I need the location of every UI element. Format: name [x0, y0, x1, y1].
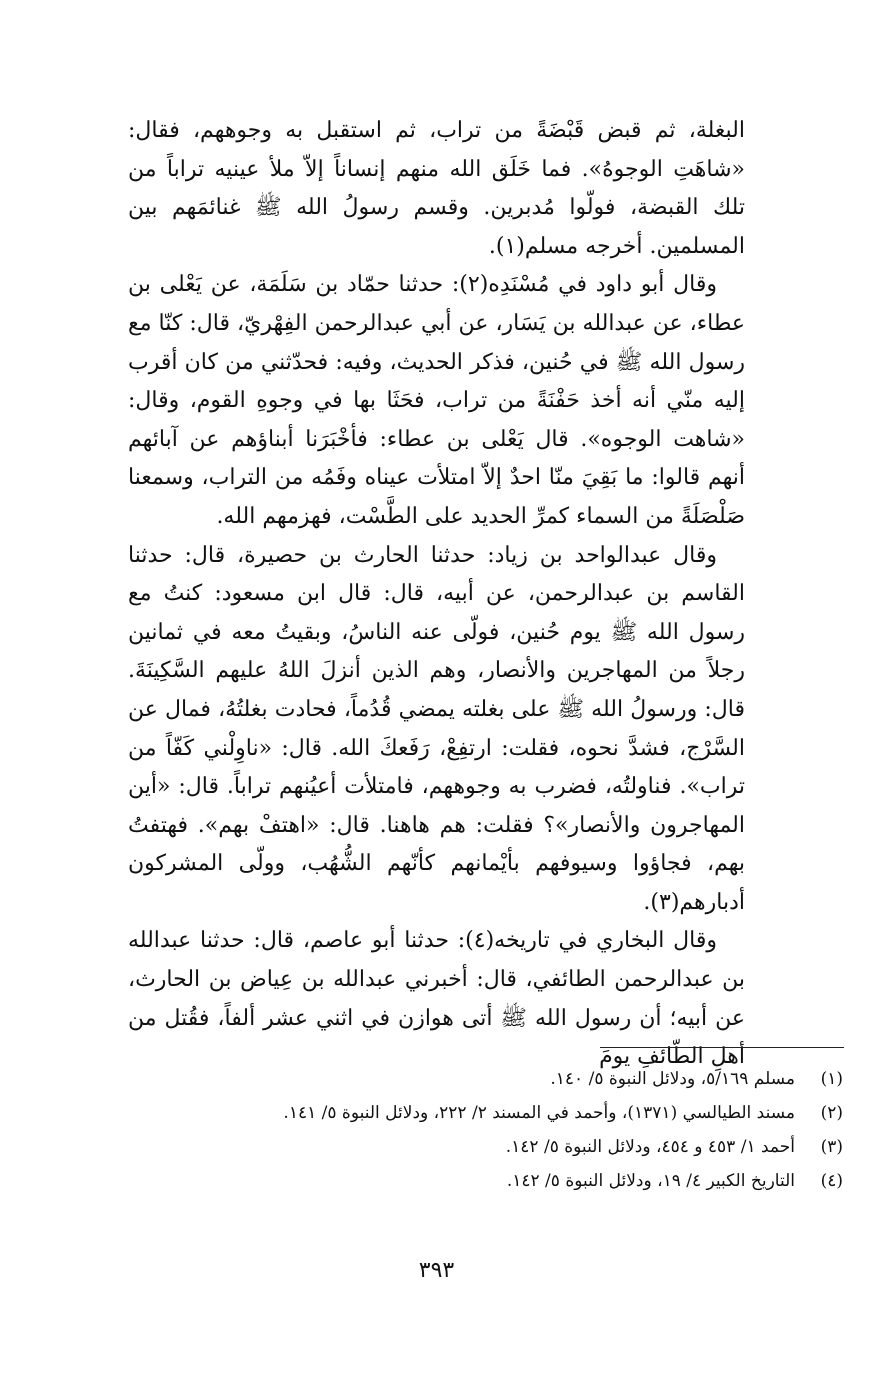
- footnote-text: مسلم ٥/١٦٩، ودلائل النبوة ٥/ ١٤٠.: [550, 1069, 795, 1089]
- footnote-text: أحمد ١/ ٤٥٣ و ٤٥٤، ودلائل النبوة ٥/ ١٤٢.: [505, 1137, 795, 1157]
- main-text: [128, 112, 745, 1077]
- footnote: [100, 1130, 843, 1164]
- footnote-number: (٣): [820, 1137, 843, 1157]
- footnote: [100, 1164, 843, 1198]
- paragraph: وقال عبدالواحد بن زياد: حدثنا الحارث بن حصيرة، قال: حدثنا القاسم بن عبدالرحمن، عن أبيه، قال: قال ابن مسعود: كنتُ مع رسول الله ﷺ يوم حُنين، فولّى عنه الناسُ، وبقيتُ معه في ثمانين رجلاً من المهاجرين والأنصار، وهم الذين أنزلَ اللهُ عليهم السَّكِينَةَ. قال: ورسولُ الله ﷺ على بغلته يمضي قُدُماً، فحادت بغلتُهُ، فمال عن السَّرْج، فشدَّ نحوه، فقلت: ارتفِعْ، رَفَعكَ الله. قال: «ناوِلْني كَفّاً من تراب». فناولتُه، فضرب به وجوههم، فامتلأت أعيُنهم تراباً. قال: «أين المهاجرون والأنصار»؟ فقلت: هم هاهنا. قال: «اهتفْ بهم». فهتفتُ بهم، فجاؤوا وسيوفهم بأيْمانهم كأنّهم الشُّهُب، وولّى المشركون أدبارهم(٣).: [128, 542, 745, 915]
- paragraph: وقال أبو داود في مُسْنَدِه(٢): حدثنا حمّاد بن سَلَمَة، عن يَعْلى بن عطاء، عن عبدالله بن يَسَار، عن أبي عبدالرحمن الفِهْريّ، قال: كنّا مع رسول الله ﷺ في حُنين، فذكر الحديث، وفيه: فحدّثني من كان أقرب إليه منّي أنه أخذ حَفْنَةً من تراب، فحَثَا بها في وجوهِ القوم، وقال: «شاهت الوجوه». قال يَعْلى بن عطاء: فأخْبَرَنا أبناؤهم عن آبائهم أنهم قالوا: ما بَقِيَ منّا احدٌ إلاّ امتلأت عيناه وفَمُه من التراب، وسمعنا صَلْصَلَةً من السماء كمرِّ الحديد على الطَّسْت، فهزمهم الله.: [128, 272, 745, 529]
- footnote: [100, 1062, 843, 1096]
- footnote-text: التاريخ الكبير ٤/ ١٩، ودلائل النبوة ٥/ ١٤٢.: [506, 1171, 795, 1191]
- footnote-divider: [600, 1047, 844, 1048]
- footnote-number: (٤): [820, 1171, 843, 1191]
- paragraph: البغلة، ثم قبض قَبْضَةً من تراب، ثم استقبل به وجوههم، فقال: «شاهَتِ الوجوهُ». فما خَلَق الله منهم إنساناً إلاّ ملأ عينيه تراباً من تلك القبضة، فولّوا مُدبرين. وقسم رسولُ الله ﷺ غنائمَهم بين المسلمين. أخرجه مسلم(١).: [128, 118, 745, 259]
- page-number: ٣٩٣: [418, 1258, 455, 1283]
- footnote-number: (١): [820, 1069, 843, 1089]
- footnote: [100, 1096, 843, 1130]
- paragraph: وقال البخاري في تاريخه(٤): حدثنا أبو عاصم، قال: حدثنا عبدالله بن عبدالرحمن الطائفي، قال: أخبرني عبدالله بن عِياض بن الحارث، عن أبيه؛ أن رسول الله ﷺ أتى هوازن في اثني عشر ألفاً، فقُتل من أهلِ الطّائفِ يومَ: [128, 928, 745, 1070]
- footnote-number: (٢): [820, 1103, 843, 1123]
- footnote-text: مسند الطيالسي (١٣٧١)، وأحمد في المسند ٢/ ٢٢٢، ودلائل النبوة ٥/ ١٤١.: [283, 1103, 795, 1123]
- footnotes: [100, 1062, 843, 1198]
